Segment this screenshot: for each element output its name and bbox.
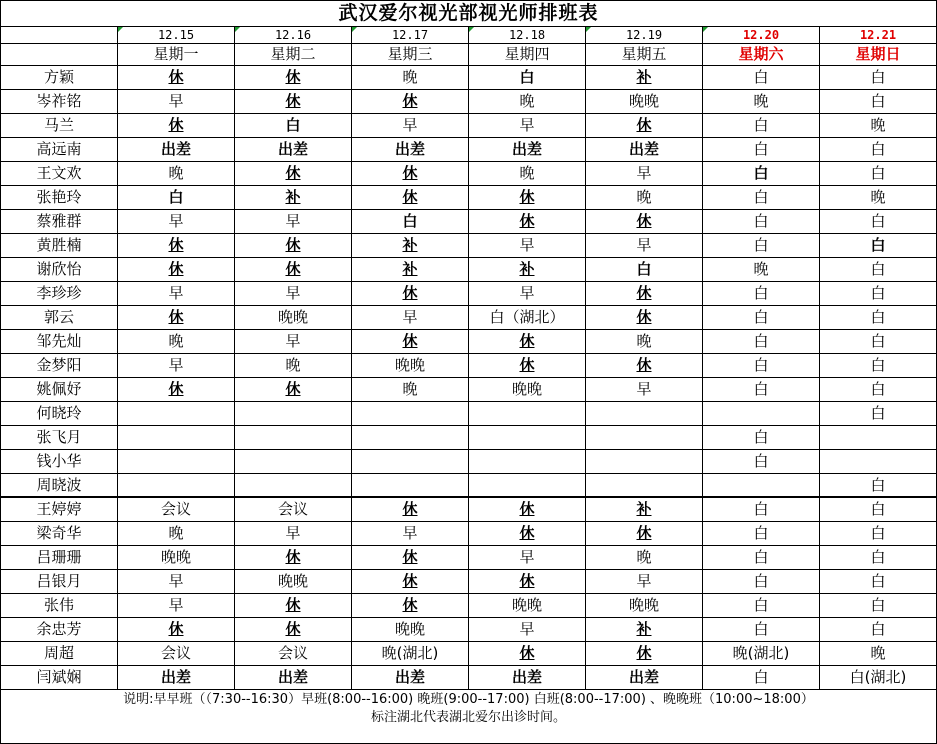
date-header: 12.20 xyxy=(703,27,820,44)
shift-cell: 白 xyxy=(352,210,469,234)
weekday-header: 星期日 xyxy=(820,44,936,66)
shift-cell xyxy=(352,426,469,450)
shift-cell: 早 xyxy=(118,570,235,594)
shift-cell: 补 xyxy=(586,66,703,90)
shift-cell: 白 xyxy=(820,474,936,498)
shift-cell: 白 xyxy=(820,210,936,234)
shift-cell xyxy=(469,402,586,426)
shift-cell: 晚 xyxy=(586,546,703,570)
shift-cell: 早 xyxy=(469,114,586,138)
shift-cell xyxy=(586,474,703,498)
shift-cell: 早 xyxy=(235,522,352,546)
shift-cell: 白 xyxy=(469,66,586,90)
shift-cell: 白 xyxy=(703,210,820,234)
note-line-hubei: 标注湖北代表湖北爱尔出诊时间。 xyxy=(370,710,566,725)
shift-cell: 休 xyxy=(352,546,469,570)
shift-cell: 会议 xyxy=(118,642,235,666)
shift-cell: 晚 xyxy=(235,354,352,378)
shift-cell: 早 xyxy=(469,618,586,642)
shift-cell: 休 xyxy=(118,114,235,138)
shift-cell xyxy=(469,426,586,450)
shift-cell: 休 xyxy=(118,234,235,258)
shift-cell: 早 xyxy=(118,90,235,114)
shift-cell xyxy=(118,450,235,474)
shift-cell: 早 xyxy=(352,522,469,546)
shift-cell: 会议 xyxy=(235,498,352,522)
shift-cell: 早 xyxy=(235,210,352,234)
shift-cell: 白(湖北) xyxy=(820,666,936,690)
shift-cell: 休 xyxy=(235,258,352,282)
staff-name: 闫斌娴 xyxy=(1,666,118,690)
shift-cell: 休 xyxy=(586,114,703,138)
date-header: 12.16 xyxy=(235,27,352,44)
weekday-header: 星期一 xyxy=(118,44,235,66)
staff-name: 吕银月 xyxy=(1,570,118,594)
shift-cell: 白 xyxy=(820,258,936,282)
shift-cell: 白（湖北） xyxy=(469,306,586,330)
shift-cell: 晚晚 xyxy=(352,618,469,642)
staff-name: 岑祚铭 xyxy=(1,90,118,114)
shift-cell: 休 xyxy=(469,522,586,546)
staff-name: 周晓波 xyxy=(1,474,118,498)
shift-cell xyxy=(586,426,703,450)
shift-cell: 白 xyxy=(820,66,936,90)
shift-cell: 白 xyxy=(820,378,936,402)
shift-cell: 白 xyxy=(703,594,820,618)
shift-cell: 晚晚 xyxy=(235,306,352,330)
weekday-header: 星期三 xyxy=(352,44,469,66)
staff-name: 余忠芳 xyxy=(1,618,118,642)
staff-name: 姚佩妤 xyxy=(1,378,118,402)
shift-cell: 补 xyxy=(352,234,469,258)
shift-cell: 晚 xyxy=(352,378,469,402)
shift-cell: 休 xyxy=(235,618,352,642)
staff-name: 周超 xyxy=(1,642,118,666)
shift-cell: 白 xyxy=(820,594,936,618)
shift-cell: 晚 xyxy=(118,330,235,354)
shift-cell: 晚晚 xyxy=(469,378,586,402)
shift-cell: 休 xyxy=(118,258,235,282)
shift-cell: 白 xyxy=(118,186,235,210)
shift-cell: 早 xyxy=(235,330,352,354)
staff-name: 黄胜楠 xyxy=(1,234,118,258)
shift-cell xyxy=(703,402,820,426)
shift-cell: 出差 xyxy=(352,666,469,690)
shift-cell: 早 xyxy=(352,306,469,330)
shift-cell xyxy=(820,426,936,450)
shift-cell: 休 xyxy=(469,330,586,354)
staff-name: 吕珊珊 xyxy=(1,546,118,570)
shift-cell: 白 xyxy=(235,114,352,138)
shift-cell xyxy=(469,474,586,498)
shift-cell: 补 xyxy=(586,498,703,522)
shift-cell: 早 xyxy=(586,234,703,258)
shift-cell: 出差 xyxy=(118,138,235,162)
shift-cell: 白 xyxy=(703,546,820,570)
shift-cell: 白 xyxy=(703,618,820,642)
shift-cell: 白 xyxy=(820,330,936,354)
staff-name: 马兰 xyxy=(1,114,118,138)
shift-cell: 休 xyxy=(352,570,469,594)
staff-name: 高远南 xyxy=(1,138,118,162)
date-header: 12.19 xyxy=(586,27,703,44)
staff-name: 谢欣怡 xyxy=(1,258,118,282)
shift-cell: 休 xyxy=(235,378,352,402)
shift-cell: 白 xyxy=(820,282,936,306)
shift-cell: 晚(湖北) xyxy=(352,642,469,666)
shift-cell: 早 xyxy=(118,594,235,618)
shift-cell: 早 xyxy=(586,570,703,594)
staff-name: 邹先灿 xyxy=(1,330,118,354)
shift-cell: 休 xyxy=(352,498,469,522)
shift-cell: 休 xyxy=(469,570,586,594)
shift-cell: 白 xyxy=(703,498,820,522)
shift-cell: 休 xyxy=(469,186,586,210)
staff-name: 钱小华 xyxy=(1,450,118,474)
shift-cell: 白 xyxy=(703,186,820,210)
weekday-header: 星期五 xyxy=(586,44,703,66)
shift-cell: 晚 xyxy=(469,90,586,114)
staff-name: 方颖 xyxy=(1,66,118,90)
staff-name: 郭云 xyxy=(1,306,118,330)
shift-cell: 休 xyxy=(586,642,703,666)
staff-name: 王婷婷 xyxy=(1,498,118,522)
shift-cell: 休 xyxy=(352,594,469,618)
shift-cell: 休 xyxy=(352,330,469,354)
shift-cell: 晚 xyxy=(586,186,703,210)
shift-cell xyxy=(118,474,235,498)
weekday-header: 星期二 xyxy=(235,44,352,66)
shift-cell xyxy=(586,402,703,426)
date-header: 12.18 xyxy=(469,27,586,44)
shift-cell: 白 xyxy=(820,522,936,546)
shift-cell: 早 xyxy=(586,378,703,402)
shift-cell: 早 xyxy=(118,282,235,306)
date-header: 12.17 xyxy=(352,27,469,44)
shift-cell: 晚 xyxy=(703,90,820,114)
shift-cell xyxy=(235,450,352,474)
shift-cell: 白 xyxy=(820,546,936,570)
shift-cell: 早 xyxy=(352,114,469,138)
shift-cell: 白 xyxy=(703,114,820,138)
shift-cell: 晚 xyxy=(469,162,586,186)
shift-cell: 休 xyxy=(235,546,352,570)
shift-cell: 晚 xyxy=(703,258,820,282)
shift-cell: 出差 xyxy=(118,666,235,690)
date-header: 12.15 xyxy=(118,27,235,44)
shift-cell: 早 xyxy=(118,354,235,378)
shift-cell: 出差 xyxy=(586,138,703,162)
shift-cell: 休 xyxy=(235,234,352,258)
shift-cell: 白 xyxy=(703,306,820,330)
shift-cell: 晚晚 xyxy=(352,354,469,378)
shift-cell xyxy=(352,474,469,498)
shift-cell xyxy=(118,426,235,450)
shift-cell: 休 xyxy=(235,90,352,114)
shift-cell: 出差 xyxy=(352,138,469,162)
shift-cell xyxy=(586,450,703,474)
shift-cell xyxy=(235,474,352,498)
shift-cell: 早 xyxy=(469,282,586,306)
shift-cell: 晚 xyxy=(586,330,703,354)
shift-cell: 白 xyxy=(586,258,703,282)
weekday-header-corner xyxy=(1,44,118,66)
shift-cell: 白 xyxy=(820,570,936,594)
shift-cell: 休 xyxy=(352,282,469,306)
shift-cell: 休 xyxy=(352,162,469,186)
shift-cell: 白 xyxy=(703,570,820,594)
shift-cell: 白 xyxy=(820,354,936,378)
shift-cell: 会议 xyxy=(235,642,352,666)
date-header: 12.21 xyxy=(820,27,936,44)
shift-cell: 休 xyxy=(352,186,469,210)
shift-cell: 白 xyxy=(820,306,936,330)
shift-cell: 休 xyxy=(118,306,235,330)
shift-cell: 出差 xyxy=(235,138,352,162)
shift-cell: 补 xyxy=(586,618,703,642)
shift-cell: 白 xyxy=(703,138,820,162)
shift-cell: 晚晚 xyxy=(118,546,235,570)
shift-cell: 出差 xyxy=(235,666,352,690)
weekday-header: 星期四 xyxy=(469,44,586,66)
shift-cell: 休 xyxy=(469,642,586,666)
shift-cell: 晚晚 xyxy=(586,594,703,618)
shift-cell: 休 xyxy=(118,378,235,402)
shift-cell: 休 xyxy=(586,306,703,330)
shift-cell: 晚 xyxy=(820,186,936,210)
shift-cell xyxy=(703,474,820,498)
staff-name: 李珍珍 xyxy=(1,282,118,306)
shift-cell: 白 xyxy=(703,234,820,258)
schedule-table xyxy=(1,1,936,690)
shift-cell: 白 xyxy=(820,234,936,258)
shift-cell: 晚 xyxy=(352,66,469,90)
shift-cell: 出差 xyxy=(586,666,703,690)
shift-cell xyxy=(469,450,586,474)
date-header-corner xyxy=(1,27,118,44)
shift-cell: 白 xyxy=(703,426,820,450)
shift-cell xyxy=(118,402,235,426)
staff-name: 金梦阳 xyxy=(1,354,118,378)
shift-cell: 晚晚 xyxy=(586,90,703,114)
shift-cell: 白 xyxy=(820,138,936,162)
shift-cell: 休 xyxy=(118,66,235,90)
shift-cell: 白 xyxy=(820,402,936,426)
weekday-header: 星期六 xyxy=(703,44,820,66)
staff-name: 何晓玲 xyxy=(1,402,118,426)
shift-cell: 出差 xyxy=(469,666,586,690)
shift-cell: 早 xyxy=(469,546,586,570)
shift-cell: 休 xyxy=(235,594,352,618)
shift-cell: 晚 xyxy=(118,162,235,186)
shift-cell: 补 xyxy=(235,186,352,210)
staff-name: 张飞月 xyxy=(1,426,118,450)
shift-cell xyxy=(820,450,936,474)
schedule-note xyxy=(1,690,936,743)
shift-cell: 白 xyxy=(820,618,936,642)
shift-cell: 晚晚 xyxy=(235,570,352,594)
shift-cell: 会议 xyxy=(118,498,235,522)
shift-cell: 休 xyxy=(118,618,235,642)
shift-cell: 早 xyxy=(118,210,235,234)
shift-cell: 晚 xyxy=(118,522,235,546)
shift-cell: 早 xyxy=(235,282,352,306)
shift-cell: 休 xyxy=(235,162,352,186)
shift-cell: 晚晚 xyxy=(469,594,586,618)
shift-cell: 晚(湖北) xyxy=(703,642,820,666)
shift-cell: 早 xyxy=(586,162,703,186)
shift-cell: 早 xyxy=(469,234,586,258)
shift-cell: 白 xyxy=(703,666,820,690)
shift-cell: 休 xyxy=(352,90,469,114)
shift-cell: 白 xyxy=(703,282,820,306)
shift-cell xyxy=(352,402,469,426)
shift-cell: 休 xyxy=(235,66,352,90)
shift-cell: 补 xyxy=(469,258,586,282)
shift-cell: 补 xyxy=(352,258,469,282)
shift-cell: 休 xyxy=(586,210,703,234)
staff-name: 蔡雅群 xyxy=(1,210,118,234)
shift-cell xyxy=(235,426,352,450)
shift-cell: 休 xyxy=(469,498,586,522)
shift-cell: 晚 xyxy=(820,642,936,666)
shift-cell: 休 xyxy=(586,282,703,306)
shift-cell: 休 xyxy=(586,354,703,378)
shift-cell: 休 xyxy=(586,522,703,546)
shift-cell: 白 xyxy=(703,66,820,90)
shift-cell: 白 xyxy=(703,354,820,378)
shift-cell: 休 xyxy=(469,354,586,378)
staff-name: 张伟 xyxy=(1,594,118,618)
shift-cell xyxy=(235,402,352,426)
shift-cell: 白 xyxy=(703,522,820,546)
staff-name: 梁奇华 xyxy=(1,522,118,546)
shift-cell xyxy=(352,450,469,474)
shift-cell: 白 xyxy=(820,162,936,186)
shift-cell: 白 xyxy=(820,90,936,114)
page-title: 武汉爱尔视光部视光师排班表 xyxy=(1,1,936,27)
shift-cell: 白 xyxy=(703,450,820,474)
shift-cell: 白 xyxy=(703,378,820,402)
staff-name: 张艳玲 xyxy=(1,186,118,210)
note-line-shift-times: 说明:早早班（（7:30--16:30）早班(8:00--16:00) 晚班(9:00--17:00) 白班(8:00--17:00) 、晚晚班（10:00~18:00） xyxy=(123,692,814,707)
staff-name: 王文欢 xyxy=(1,162,118,186)
shift-cell: 白 xyxy=(820,498,936,522)
shift-cell: 休 xyxy=(469,210,586,234)
shift-cell: 白 xyxy=(703,330,820,354)
shift-cell: 白 xyxy=(703,162,820,186)
shift-cell: 出差 xyxy=(469,138,586,162)
shift-cell: 晚 xyxy=(820,114,936,138)
